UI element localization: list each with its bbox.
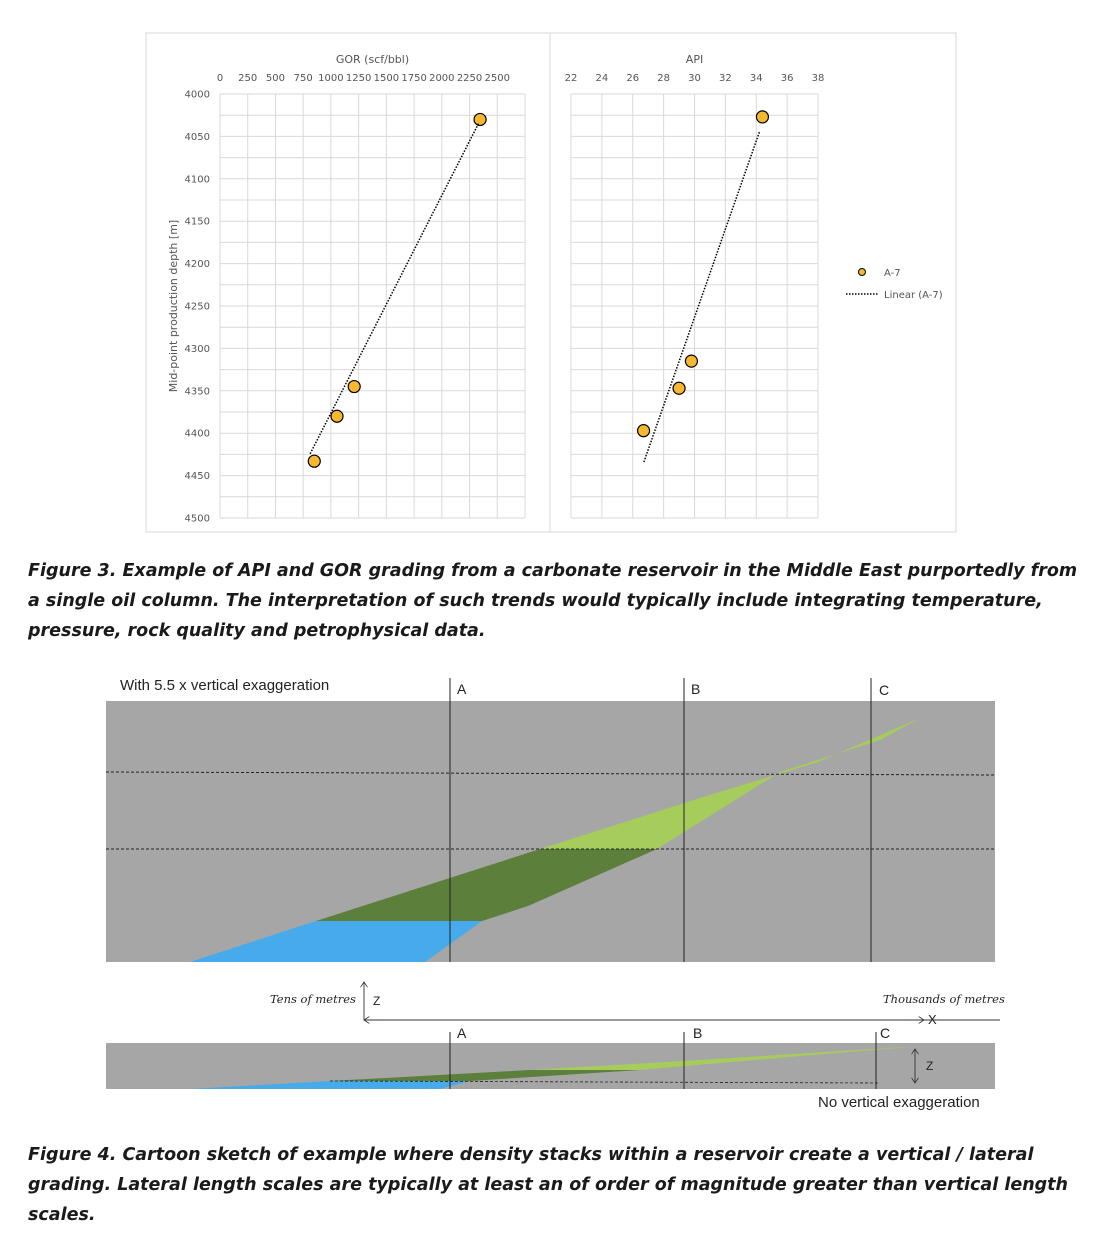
y-tick-label: 4450 — [184, 471, 210, 483]
x-tick-label: 22 — [564, 73, 578, 84]
x-tick-label: 24 — [595, 73, 609, 84]
data-point — [756, 111, 768, 123]
x-tick-label: 1250 — [345, 73, 372, 84]
y-tick-label: 4200 — [184, 259, 210, 271]
x-tick-label: 34 — [749, 73, 763, 84]
y-tick-label: 4400 — [184, 428, 210, 440]
x-tick-label: 750 — [293, 73, 313, 84]
data-point — [673, 382, 685, 394]
x-tick-label: 28 — [657, 73, 670, 84]
x-tick-label: 30 — [688, 73, 701, 84]
x-tick-label: 1000 — [318, 73, 344, 84]
section-background-exaggerated — [106, 701, 995, 962]
figure-3-caption: Figure 3. Example of API and GOR grading from a carbonate reservoir in the Middle East purportedly from a single oil column. The interpretation of such trends would typically include integrating temperature, pressure, rock quality and petrophysical data. — [28, 561, 1078, 641]
well-label-c-true: C — [880, 1025, 891, 1041]
x-tick-label: 2500 — [484, 73, 510, 84]
y-tick-label: 4000 — [184, 89, 210, 101]
title-no-exaggeration: No vertical exaggeration — [818, 1094, 980, 1111]
figure-4-cartoon — [0, 670, 1096, 1120]
data-point — [331, 410, 343, 422]
y-tick-label: 4150 — [184, 216, 210, 228]
x-tick-label: 250 — [238, 73, 258, 84]
vertical-scale-label: Tens of metres — [270, 992, 356, 1006]
figure-4-caption: Figure 4. Cartoon sketch of example where density stacks within a reservoir create a vertical / lateral grading. Lateral length scales are typically at least an of order of magnitude greater than vertical length scales. — [28, 1145, 1069, 1225]
chart-frame — [146, 33, 956, 532]
x-label: X — [928, 1012, 937, 1027]
x-tick-label: 1750 — [401, 73, 427, 84]
well-label-a: A — [457, 681, 467, 697]
x-tick-label: 500 — [265, 73, 286, 84]
well-label-b: B — [691, 681, 701, 697]
title-exaggerated: With 5.5 x vertical exaggeration — [120, 677, 330, 694]
x-axis-title: GOR (scf/bbl) — [335, 53, 410, 66]
x-tick-label: 2000 — [429, 73, 455, 84]
well-label-a-true: A — [457, 1025, 467, 1041]
y-tick-label: 4250 — [184, 301, 210, 313]
horizontal-scale-label: Thousands of metres — [883, 992, 1005, 1006]
x-tick-label: 36 — [780, 73, 794, 84]
data-point — [308, 455, 320, 467]
y-tick-label: 4300 — [184, 343, 210, 355]
data-point — [348, 381, 360, 393]
z-label-true: Z — [926, 1059, 934, 1073]
z-label-top: Z — [373, 994, 381, 1008]
x-tick-label: 0 — [216, 73, 224, 84]
well-label-c: C — [879, 682, 890, 698]
x-tick-label: 32 — [719, 73, 732, 84]
y-tick-label: 4500 — [184, 513, 210, 525]
data-point — [685, 355, 697, 367]
legend-marker-a7 — [859, 269, 866, 276]
x-tick-label: 26 — [626, 73, 640, 84]
data-point — [638, 425, 650, 437]
y-axis-title: Mid-point production depth [m] — [167, 219, 180, 393]
legend-label-linear: Linear (A-7) — [884, 290, 943, 301]
data-point — [474, 113, 486, 125]
x-tick-label: 38 — [811, 73, 825, 84]
y-tick-label: 4100 — [184, 174, 210, 186]
x-tick-label: 1500 — [373, 73, 400, 84]
x-tick-label: 2250 — [456, 73, 483, 84]
well-label-b-true: B — [693, 1025, 703, 1041]
x-axis-title: API — [685, 53, 704, 66]
legend-label-a7: A-7 — [884, 268, 901, 279]
y-tick-label: 4050 — [184, 131, 210, 143]
figure-3-charts — [0, 0, 1096, 540]
y-tick-label: 4350 — [184, 386, 210, 398]
